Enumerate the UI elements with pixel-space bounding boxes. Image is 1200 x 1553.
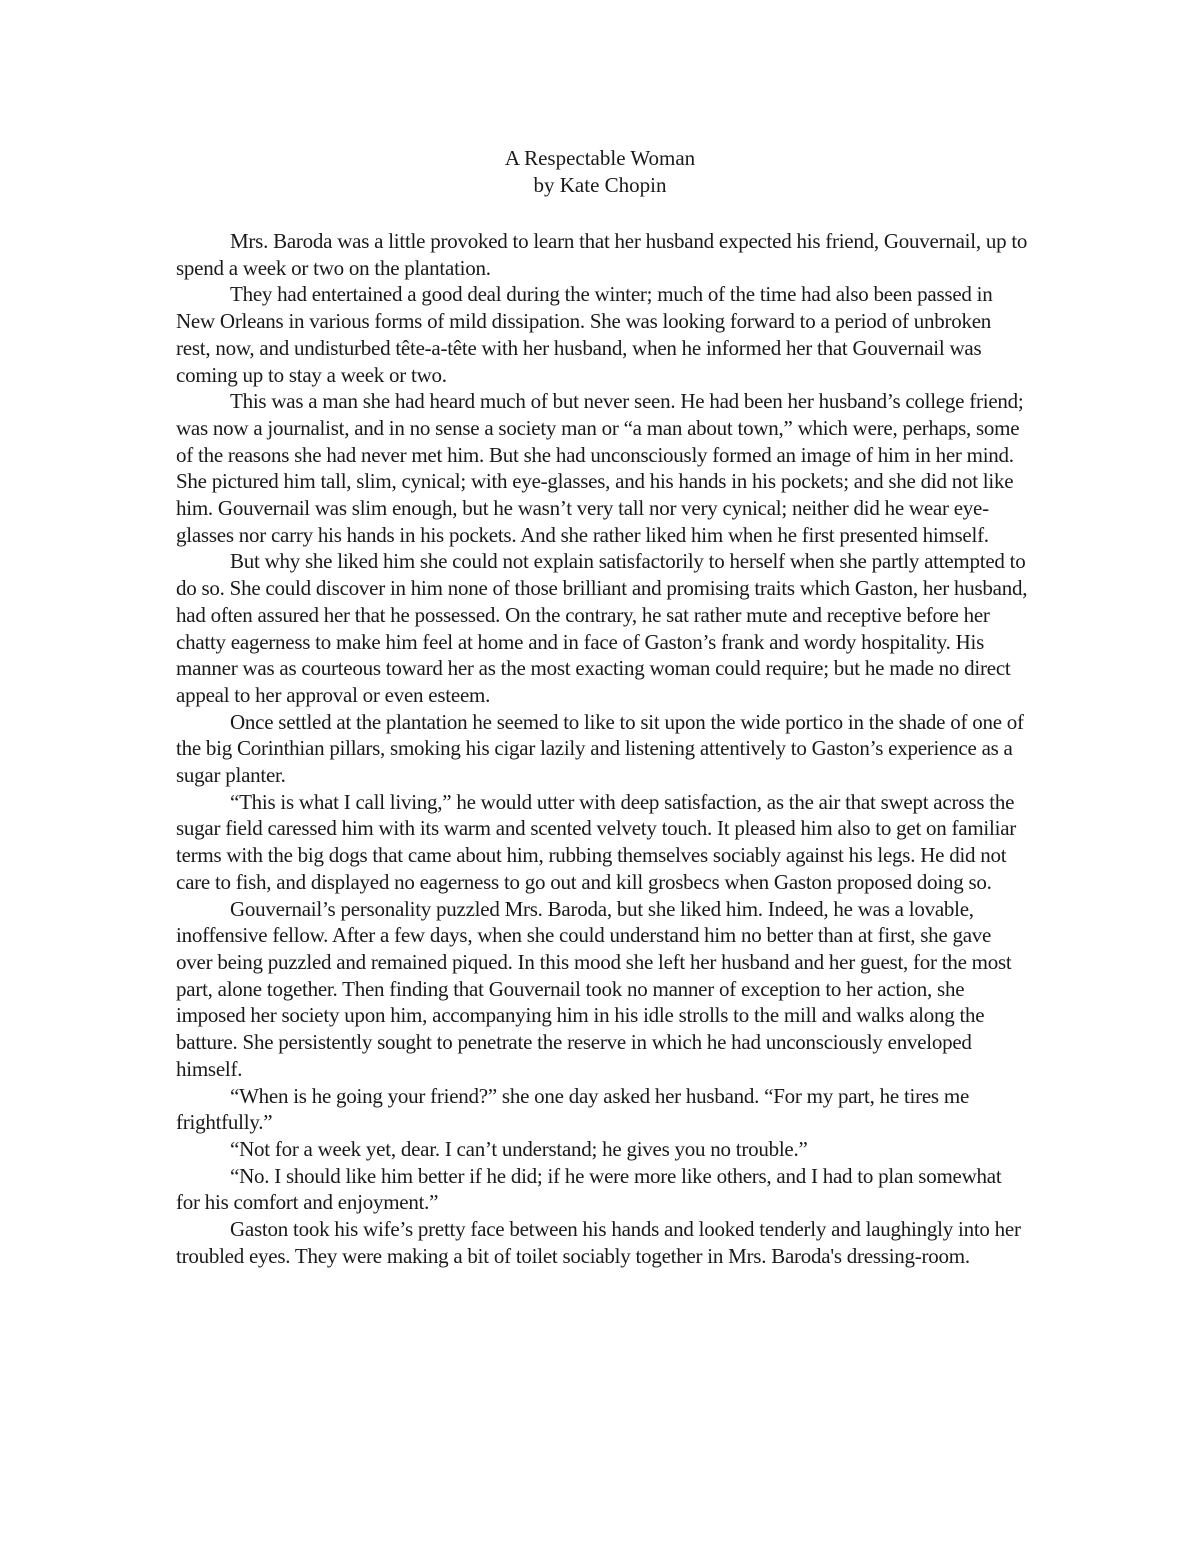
document-title: A Respectable Woman (504, 146, 696, 170)
paragraph: “No. I should like him better if he did; if he were more like others, and I had to plan somewhat for his comfort and enjoyment.” (176, 1163, 1002, 1215)
paragraph: “When is he going your friend?” she one day asked her husband. “For my part, he tires me frightfully.” (176, 1083, 970, 1135)
paragraph: Gouvernail’s personality puzzled Mrs. Baroda, but she liked him. Indeed, he was a lovable, inoffensive fellow. After a few days, when she could understand him no better than at first, she gave over being puzzled and remained piqued. In this mood she left her husband and her guest, for the most part, alone together. Then finding that Gouvernail took no manner of exception to her action, she imposed her society upon him, accompanying him in his idle strolls to the mill and walks along the batture. She persistently sought to penetrate the reserve in which he had unconsciously enveloped himself. (176, 896, 1012, 1081)
paragraph: “Not for a week yet, dear. I can’t understand; he gives you no trouble.” (230, 1136, 808, 1161)
document-byline: by Kate Chopin (533, 173, 667, 197)
paragraph: But why she liked him she could not explain satisfactorily to herself when she partly attempted to do so. She could discover in him none of those brilliant and promising traits which Gaston, her husband, had often assured her that he possessed. On the contrary, he sat rather mute and receptive before her chatty eagerness to make him feel at home and in face of Gaston’s frank and wordy hospitality. His manner was as courteous toward her as the most exacting woman could require; but he made no direct appeal to her approval or even esteem. (176, 549, 1028, 707)
paragraph: “This is what I call living,” he would utter with deep satisfaction, as the air that swept across the sugar field caressed him with its warm and scented velvety touch. It pleased him also to get on familiar terms with the big dogs that came about him, rubbing themselves sociably against his legs. He did not care to fish, and displayed no eagerness to go out and kill grosbecs when Gaston proposed doing so. (176, 789, 1017, 894)
document-body (176, 228, 1028, 1269)
paragraph: Once settled at the plantation he seemed to like to sit upon the wide portico in the shade of one of the big Corinthian pillars, smoking his cigar lazily and listening attentively to Gaston’s experience as a sugar planter. (176, 709, 1024, 788)
title-block (0, 145, 1200, 199)
paragraph: This was a man she had heard much of but never seen. He had been her husband’s college friend; was now a journalist, and in no sense a society man or “a man about town,” which were, perhaps, some of the reasons she had never met him. But she had unconsciously formed an image of him in her mind. She pictured him tall, slim, cynical; with eye-glasses, and his hands in his pockets; and she did not like him. Gouvernail was slim enough, but he wasn’t very tall nor very cynical; neither did he wear eye-glasses nor carry his hands in his pockets. And she rather liked him when he first presented himself. (176, 389, 1024, 547)
paragraph: They had entertained a good deal during the winter; much of the time had also been passed in New Orleans in various forms of mild dissipation. She was looking forward to a period of unbroken rest, now, and undisturbed tête-a-tête with her husband, when he informed her that Gouvernail was coming up to stay a week or two. (176, 282, 993, 387)
paragraph: Mrs. Baroda was a little provoked to learn that her husband expected his friend, Gouvernail, up to spend a week or two on the plantation. (176, 229, 1028, 280)
paragraph: Gaston took his wife’s pretty face between his hands and looked tenderly and laughingly into her troubled eyes. They were making a bit of toilet sociably together in Mrs. Baroda's dressing-room. (176, 1217, 1021, 1268)
